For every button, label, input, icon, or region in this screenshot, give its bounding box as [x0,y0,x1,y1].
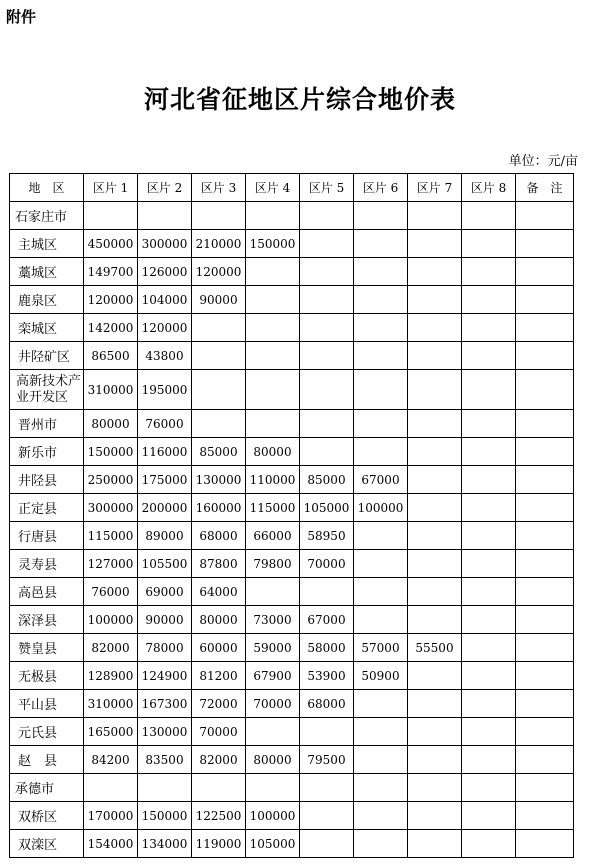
price-cell-zone-4 [246,202,300,230]
price-cell-zone-4 [246,774,300,802]
price-cell-zone-1: 76000 [84,578,138,606]
price-cell-zone-1 [84,202,138,230]
price-cell-zone-2: 76000 [138,410,192,438]
price-cell-zone-6 [354,410,408,438]
price-cell-zone-6 [354,314,408,342]
header-zone-2: 区片 2 [138,174,192,202]
remarks-cell [516,634,574,662]
price-cell-zone-7 [408,370,462,410]
price-cell-zone-8 [462,718,516,746]
price-cell-zone-6 [354,286,408,314]
price-cell-zone-6 [354,342,408,370]
price-cell-zone-2: 300000 [138,230,192,258]
price-cell-zone-6: 67000 [354,466,408,494]
price-cell-zone-3: 90000 [192,286,246,314]
price-cell-zone-1: 80000 [84,410,138,438]
price-cell-zone-1: 84200 [84,746,138,774]
price-cell-zone-5 [300,774,354,802]
price-cell-zone-7 [408,494,462,522]
price-cell-zone-1: 150000 [84,438,138,466]
price-cell-zone-3: 130000 [192,466,246,494]
table-row [10,606,574,634]
remarks-cell [516,466,574,494]
remarks-cell [516,370,574,410]
price-cell-zone-5 [300,230,354,258]
price-cell-zone-8 [462,258,516,286]
price-cell-zone-3: 210000 [192,230,246,258]
price-cell-zone-5 [300,286,354,314]
price-cell-zone-4: 150000 [246,230,300,258]
price-cell-zone-7 [408,746,462,774]
remarks-cell [516,286,574,314]
price-cell-zone-3: 68000 [192,522,246,550]
table-header-row [10,174,574,202]
table-row [10,342,574,370]
remarks-cell [516,718,574,746]
table-row [10,466,574,494]
region-name-cell: 正定县 [10,494,84,522]
price-cell-zone-4 [246,370,300,410]
table-row [10,550,574,578]
price-cell-zone-7 [408,466,462,494]
price-cell-zone-1: 120000 [84,286,138,314]
price-cell-zone-7 [408,662,462,690]
region-name-cell: 行唐县 [10,522,84,550]
price-cell-zone-3: 87800 [192,550,246,578]
header-zone-5: 区片 5 [300,174,354,202]
price-cell-zone-4: 115000 [246,494,300,522]
price-cell-zone-1: 310000 [84,370,138,410]
price-cell-zone-2: 90000 [138,606,192,634]
price-cell-zone-4: 59000 [246,634,300,662]
price-cell-zone-8 [462,342,516,370]
price-cell-zone-2: 89000 [138,522,192,550]
price-cell-zone-1: 450000 [84,230,138,258]
price-cell-zone-5 [300,802,354,830]
table-row [10,286,574,314]
price-cell-zone-4 [246,718,300,746]
table-row [10,494,574,522]
remarks-cell [516,690,574,718]
remarks-cell [516,774,574,802]
attachment-label: 附件 [6,8,37,26]
table-row [10,774,574,802]
price-cell-zone-3: 64000 [192,578,246,606]
price-cell-zone-2: 167300 [138,690,192,718]
price-cell-zone-7 [408,314,462,342]
price-cell-zone-4 [246,342,300,370]
price-cell-zone-4 [246,258,300,286]
price-cell-zone-3 [192,410,246,438]
price-cell-zone-2: 195000 [138,370,192,410]
table-row [10,410,574,438]
header-zone-4: 区片 4 [246,174,300,202]
price-cell-zone-2: 150000 [138,802,192,830]
table-row [10,202,574,230]
remarks-cell [516,830,574,858]
price-cell-zone-3: 80000 [192,606,246,634]
price-cell-zone-2: 200000 [138,494,192,522]
remarks-cell [516,578,574,606]
price-cell-zone-3: 85000 [192,438,246,466]
region-name-cell: 晋州市 [10,410,84,438]
header-zone-8: 区片 8 [462,174,516,202]
price-cell-zone-8 [462,370,516,410]
price-cell-zone-8 [462,830,516,858]
price-cell-zone-3: 81200 [192,662,246,690]
price-cell-zone-7 [408,690,462,718]
price-cell-zone-7 [408,550,462,578]
price-cell-zone-1: 250000 [84,466,138,494]
remarks-cell [516,314,574,342]
price-cell-zone-4: 110000 [246,466,300,494]
price-cell-zone-8 [462,662,516,690]
region-name-cell: 藁城区 [10,258,84,286]
price-cell-zone-5 [300,314,354,342]
price-cell-zone-1: 142000 [84,314,138,342]
price-cell-zone-5: 53900 [300,662,354,690]
price-cell-zone-1: 82000 [84,634,138,662]
header-zone-1: 区片 1 [84,174,138,202]
region-name-cell: 元氏县 [10,718,84,746]
price-cell-zone-2: 124900 [138,662,192,690]
region-name-cell: 平山县 [10,690,84,718]
price-cell-zone-7 [408,258,462,286]
price-cell-zone-1: 127000 [84,550,138,578]
price-cell-zone-6: 100000 [354,494,408,522]
price-cell-zone-6 [354,370,408,410]
price-cell-zone-3: 122500 [192,802,246,830]
price-cell-zone-8 [462,690,516,718]
price-cell-zone-2 [138,202,192,230]
header-zone-6: 区片 6 [354,174,408,202]
header-remarks: 备 注 [516,174,574,202]
price-cell-zone-7 [408,410,462,438]
price-cell-zone-3: 72000 [192,690,246,718]
price-cell-zone-8 [462,202,516,230]
region-name-cell: 双滦区 [10,830,84,858]
price-cell-zone-5: 58000 [300,634,354,662]
price-cell-zone-3 [192,774,246,802]
remarks-cell [516,802,574,830]
price-cell-zone-7 [408,606,462,634]
price-cell-zone-1: 300000 [84,494,138,522]
price-cell-zone-7 [408,830,462,858]
region-name-cell: 高新技术产业开发区 [10,370,84,410]
price-cell-zone-1: 100000 [84,606,138,634]
price-cell-zone-5: 70000 [300,550,354,578]
price-cell-zone-5: 79500 [300,746,354,774]
region-name-cell: 赞皇县 [10,634,84,662]
price-cell-zone-1: 115000 [84,522,138,550]
price-cell-zone-5: 68000 [300,690,354,718]
price-cell-zone-7 [408,578,462,606]
remarks-cell [516,230,574,258]
price-cell-zone-6 [354,830,408,858]
region-name-cell: 无极县 [10,662,84,690]
price-cell-zone-2: 116000 [138,438,192,466]
price-cell-zone-2: 78000 [138,634,192,662]
price-cell-zone-7 [408,286,462,314]
price-cell-zone-5: 85000 [300,466,354,494]
price-cell-zone-2: 175000 [138,466,192,494]
price-cell-zone-8 [462,578,516,606]
price-cell-zone-6: 57000 [354,634,408,662]
table-row [10,578,574,606]
price-cell-zone-1: 128900 [84,662,138,690]
unit-label: 单位：元/亩 [508,154,578,169]
price-cell-zone-3 [192,342,246,370]
table-row [10,634,574,662]
region-name-cell: 深泽县 [10,606,84,634]
price-cell-zone-2: 69000 [138,578,192,606]
price-cell-zone-5 [300,342,354,370]
price-cell-zone-5 [300,410,354,438]
price-cell-zone-8 [462,286,516,314]
price-cell-zone-4 [246,314,300,342]
price-cell-zone-6 [354,690,408,718]
price-cell-zone-4: 80000 [246,746,300,774]
price-cell-zone-8 [462,522,516,550]
header-region: 地 区 [10,174,84,202]
header-zone-7: 区片 7 [408,174,462,202]
table-row [10,230,574,258]
price-cell-zone-7 [408,718,462,746]
price-cell-zone-3: 120000 [192,258,246,286]
remarks-cell [516,410,574,438]
price-cell-zone-1: 310000 [84,690,138,718]
region-name-cell: 双桥区 [10,802,84,830]
price-cell-zone-4: 70000 [246,690,300,718]
price-cell-zone-6 [354,438,408,466]
table-row [10,690,574,718]
table-row [10,802,574,830]
price-cell-zone-8 [462,230,516,258]
price-cell-zone-2: 134000 [138,830,192,858]
price-cell-zone-6 [354,230,408,258]
price-cell-zone-3: 119000 [192,830,246,858]
price-cell-zone-7 [408,342,462,370]
table-row [10,662,574,690]
price-cell-zone-6 [354,802,408,830]
price-cell-zone-6 [354,258,408,286]
price-cell-zone-6 [354,578,408,606]
remarks-cell [516,258,574,286]
region-name-cell: 石家庄市 [10,202,84,230]
table-row [10,438,574,466]
region-name-cell: 新乐市 [10,438,84,466]
header-zone-3: 区片 3 [192,174,246,202]
table-row [10,522,574,550]
price-cell-zone-2: 83500 [138,746,192,774]
price-cell-zone-8 [462,494,516,522]
price-cell-zone-1: 165000 [84,718,138,746]
price-cell-zone-1: 149700 [84,258,138,286]
price-cell-zone-8 [462,774,516,802]
table-row [10,258,574,286]
price-cell-zone-7 [408,202,462,230]
price-cell-zone-2: 43800 [138,342,192,370]
price-cell-zone-4: 100000 [246,802,300,830]
price-cell-zone-6: 50900 [354,662,408,690]
price-cell-zone-6 [354,774,408,802]
price-cell-zone-1: 170000 [84,802,138,830]
price-cell-zone-1: 154000 [84,830,138,858]
price-cell-zone-2: 104000 [138,286,192,314]
price-cell-zone-2: 126000 [138,258,192,286]
table-row [10,718,574,746]
price-cell-zone-8 [462,746,516,774]
price-cell-zone-8 [462,410,516,438]
remarks-cell [516,438,574,466]
price-cell-zone-4: 80000 [246,438,300,466]
price-cell-zone-8 [462,802,516,830]
table-row [10,830,574,858]
price-cell-zone-3 [192,314,246,342]
price-cell-zone-5: 58950 [300,522,354,550]
price-cell-zone-5 [300,438,354,466]
price-cell-zone-8 [462,606,516,634]
price-cell-zone-2: 130000 [138,718,192,746]
price-cell-zone-1 [84,774,138,802]
price-cell-zone-4: 67900 [246,662,300,690]
price-cell-zone-3: 70000 [192,718,246,746]
region-name-cell: 鹿泉区 [10,286,84,314]
page-title: 河北省征地区片综合地价表 [143,85,456,114]
price-cell-zone-3 [192,370,246,410]
price-cell-zone-5 [300,718,354,746]
table-body [10,202,574,858]
region-name-cell: 承德市 [10,774,84,802]
price-cell-zone-4: 66000 [246,522,300,550]
price-cell-zone-6 [354,550,408,578]
price-cell-zone-5: 67000 [300,606,354,634]
price-cell-zone-2: 120000 [138,314,192,342]
region-name-cell: 高邑县 [10,578,84,606]
price-cell-zone-5 [300,258,354,286]
price-cell-zone-7 [408,522,462,550]
remarks-cell [516,746,574,774]
region-name-cell: 赵 县 [10,746,84,774]
price-cell-zone-8 [462,550,516,578]
remarks-cell [516,522,574,550]
table-row [10,746,574,774]
price-cell-zone-3 [192,202,246,230]
table-row [10,314,574,342]
price-cell-zone-8 [462,466,516,494]
price-cell-zone-5 [300,578,354,606]
remarks-cell [516,342,574,370]
price-cell-zone-1: 86500 [84,342,138,370]
region-name-cell: 井陉县 [10,466,84,494]
remarks-cell [516,494,574,522]
price-cell-zone-4: 73000 [246,606,300,634]
price-cell-zone-8 [462,314,516,342]
price-cell-zone-4: 79800 [246,550,300,578]
price-cell-zone-7 [408,802,462,830]
price-cell-zone-4 [246,286,300,314]
region-name-cell: 灵寿县 [10,550,84,578]
land-price-table [9,173,574,858]
price-cell-zone-5: 105000 [300,494,354,522]
price-cell-zone-3: 60000 [192,634,246,662]
price-cell-zone-3: 82000 [192,746,246,774]
price-cell-zone-4 [246,410,300,438]
region-name-cell: 主城区 [10,230,84,258]
price-cell-zone-6 [354,522,408,550]
table-row [10,370,574,410]
price-cell-zone-5 [300,830,354,858]
price-cell-zone-3: 160000 [192,494,246,522]
remarks-cell [516,606,574,634]
price-cell-zone-5 [300,202,354,230]
price-cell-zone-7 [408,438,462,466]
price-cell-zone-8 [462,634,516,662]
price-cell-zone-7 [408,230,462,258]
price-cell-zone-7 [408,774,462,802]
price-cell-zone-4: 105000 [246,830,300,858]
price-cell-zone-6 [354,202,408,230]
price-cell-zone-7: 55500 [408,634,462,662]
price-cell-zone-6 [354,718,408,746]
price-cell-zone-6 [354,746,408,774]
remarks-cell [516,550,574,578]
remarks-cell [516,202,574,230]
price-cell-zone-5 [300,370,354,410]
price-cell-zone-2: 105500 [138,550,192,578]
remarks-cell [516,662,574,690]
price-cell-zone-8 [462,438,516,466]
region-name-cell: 井陉矿区 [10,342,84,370]
price-cell-zone-4 [246,578,300,606]
price-cell-zone-2 [138,774,192,802]
region-name-cell: 栾城区 [10,314,84,342]
price-cell-zone-6 [354,606,408,634]
